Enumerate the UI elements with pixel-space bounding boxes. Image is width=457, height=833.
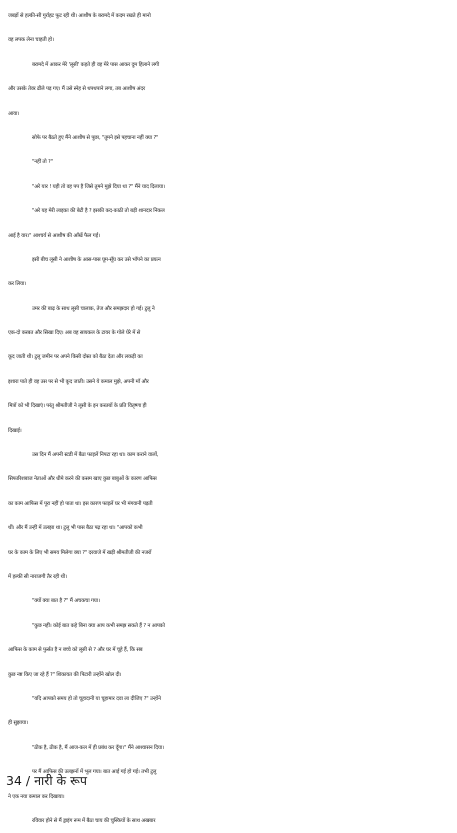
text-line: उमर की बाढ़ के साथ लूसी चालाक, तेज और समझदार हो गई। टुलु ने xyxy=(32,305,155,312)
text-line: "नहीं तो ?" xyxy=(32,159,53,166)
text-line: पर मैं आफिस की उलझनों में भूल गया। बात आई गई हो गई। तभी टुलु xyxy=(32,769,157,776)
text-line: बरामदे में आकर मेरे 'लूसी' कहते ही वह मेरे पास आकर दुम हिलाने लगी xyxy=(32,61,159,68)
text-line: और उसके तेवर ढीले पड़ गए। मैं उसे स्नेह से थपथपाने लगा, तब आशीष अंदर xyxy=(8,86,145,93)
text-line: घर के काम के लिए भी समय मिलेगा क्या ?" दरवाजे में खड़ी श्रीमतीजी की नजरों xyxy=(8,549,152,556)
text-line: सिफारिशबाज नेताओं और धीमे करने की कसम खाए कुछ बाबुओं के कारण आफिस xyxy=(8,476,157,483)
text-line: एक-दो करबत और सिखा दिए। अब वह सायकल के टायर के गोले घेरे में से xyxy=(8,330,141,337)
text-line: कर लिया। xyxy=(8,281,27,288)
text-line: आफिस के काम से फुर्सत है न बच्चे को लूसी से ? और घर में चूहे हैं, कि सब xyxy=(8,647,143,654)
text-line: "कुछ नहीं। कोई बात कहे बिना क्या आप कभी समझ सकते हैं ? न आपको xyxy=(32,622,165,629)
text-line: ही सुझाया। xyxy=(8,720,28,727)
text-line: कुछ नष्ट किए जा रहे हैं ?" शिकायत की पिटारी उन्होंने खोल दी। xyxy=(8,671,122,678)
text-line: दिखाई। xyxy=(8,427,22,434)
text-line: ने एक नया कमाल कर दिखाया। xyxy=(8,793,65,800)
text-line: थीं। और मैं उन्हीं में उलझा था। टुलु भी पास बैठा पढ़ रहा था। "आपको कभी xyxy=(8,525,143,532)
text-line: "यदि आपको समय हो तो चूहादानी या चूहामार दवा ला दीजिए ?" उन्होंने xyxy=(32,695,161,702)
text-line: रविवार होने से मैं ड्राइंग रूम में बैठा चाय की चुस्कियों के साथ अखबार xyxy=(32,817,156,824)
text-line: "ठीक है, ठीक है, मैं आज-कल में ही प्रबंध कर दूँगा।" मैंने आश्वासन दिया। xyxy=(32,744,164,751)
text-line: सोफे पर बैठते हुए मैंने आशीष से पूछा, "तुमने इसे पहचाना नहीं क्या ?" xyxy=(32,134,159,141)
text-line: उस दिन मैं अपनी स्टडी में बैठा फाइलें निपटा रहा था। काम कराने वालों, xyxy=(32,452,159,459)
page-body xyxy=(8,4,452,833)
text-line: आई है यार।" आश्चर्य से आशीष की आँखें फैल गईं। xyxy=(8,232,100,239)
page-footer: 34 / नारी के रूप xyxy=(6,773,87,788)
text-line: आया। xyxy=(8,110,20,117)
text-line: मित्रों को भी दिखाएं। परंतु श्रीमतीजी ने लूसी के इन करतबों के प्रति वितृष्णा ही xyxy=(8,403,147,410)
text-line: इशारा पाते ही वह उस पर से भी कूद जाती। उसने ये कमाल मुझे, अपनी माँ और xyxy=(8,378,149,385)
text-line: वह लपक लेना चाहती हो। xyxy=(8,37,54,44)
text-line: का काम आफिस में पूरा नहीं हो पाता था। इस कारण फाइलें घर भी मंगवानी पड़ती xyxy=(8,500,153,507)
text-line: "अरे यार ! यही तो वह पप है जिसे तुमने मुझे दिया था ?" मैंने याद दिलाया। xyxy=(32,183,165,190)
text-line: "अरे यह मेरी लाइका की बेटी है ? इसकी कद-काठी तो बड़ी शानदार निकल xyxy=(32,208,165,215)
text-line: इसी बीच लूसी ने आशीष के आस-पास घूम-सूँघ कर उसे भाँपने का प्रयत्न xyxy=(32,256,161,263)
text-line: जबड़ों से हल्की-सी गुर्राहट फूट रही थी। आशीष के बरामदे में कदम रखते ही मानो xyxy=(8,13,151,19)
text-line: "क्यों क्या बात है ?" मैं अचकचा गया। xyxy=(32,598,100,605)
text-line: में हल्की सी नाराजगी तैर रही थी। xyxy=(8,573,67,580)
text-line: कूद जाती थी। टुलु जमीन पर अपने किसी दोस्त को बैठा देता और लकड़ी का xyxy=(8,354,143,361)
